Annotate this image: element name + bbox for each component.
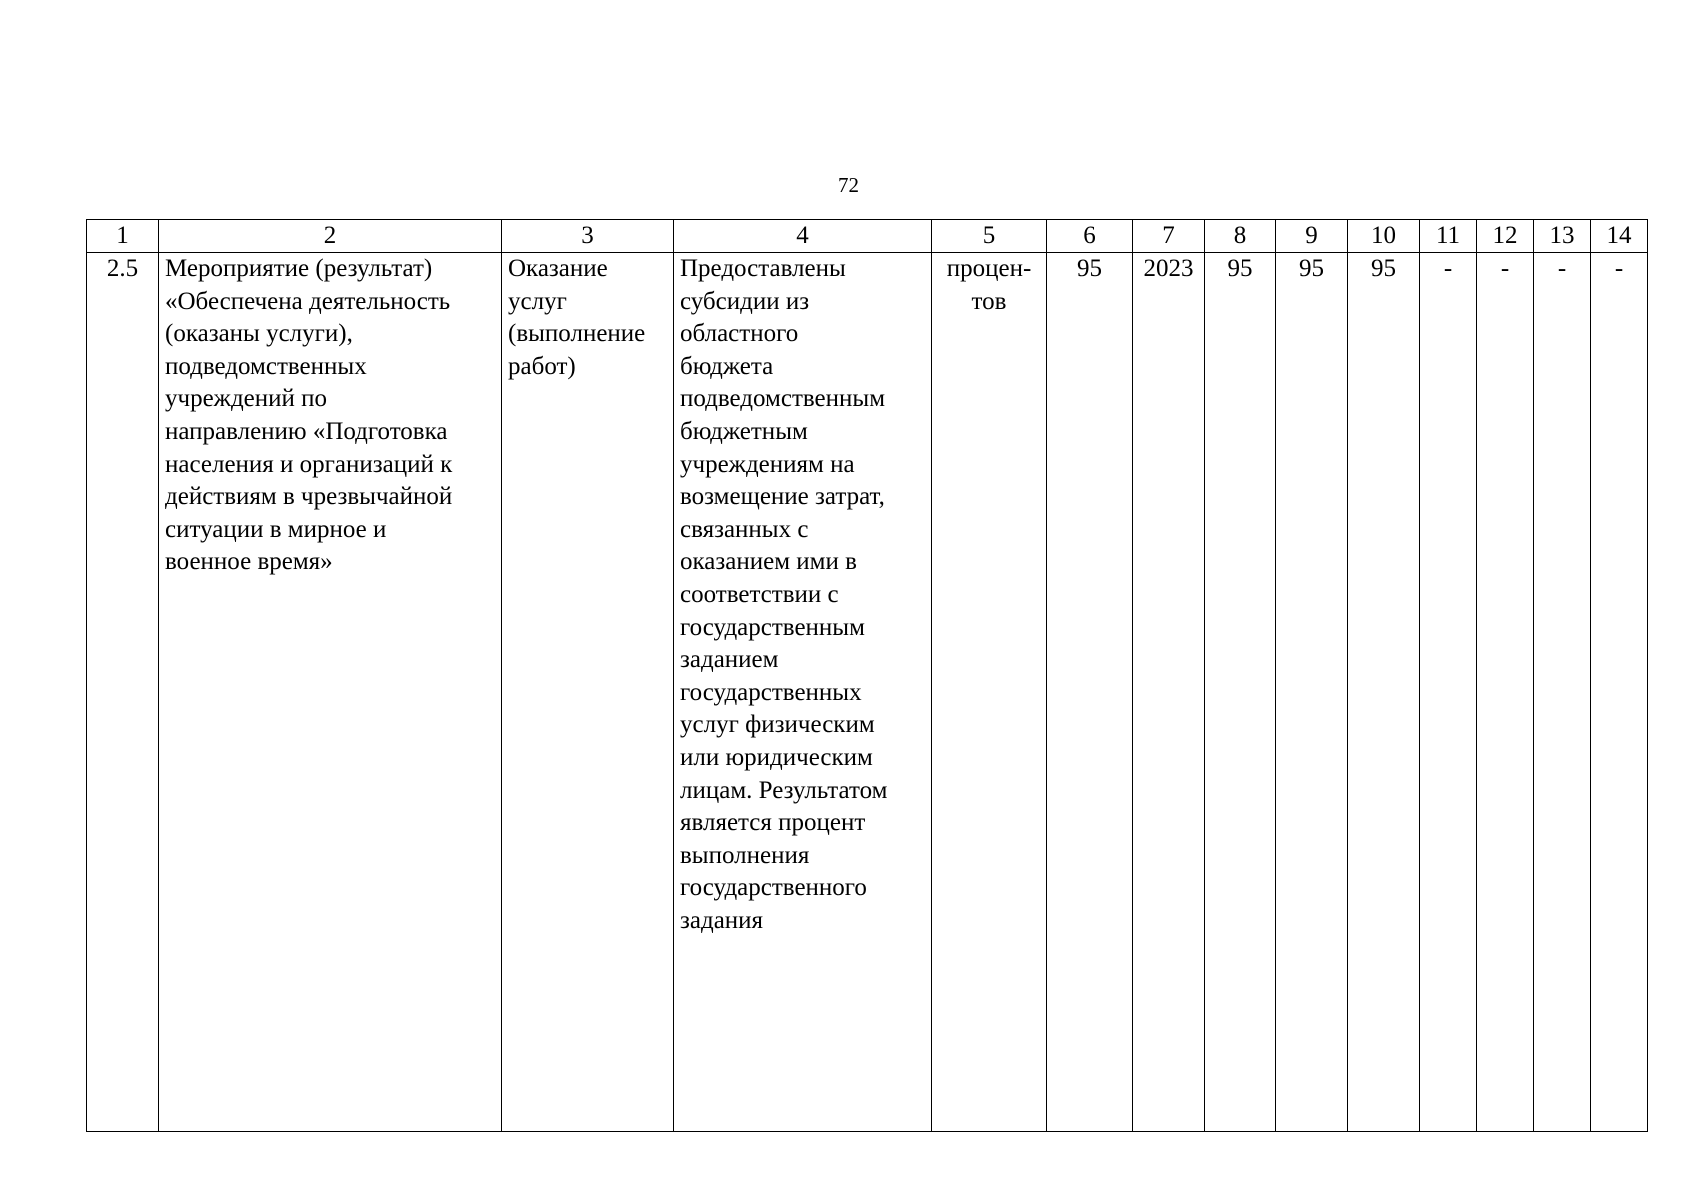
header-row bbox=[87, 220, 1648, 253]
event-type-cell: Оказание услуг (выполнение работ) bbox=[502, 253, 674, 1132]
row-number-cell: 2.5 bbox=[87, 253, 159, 1132]
header-cell-9: 9 bbox=[1276, 220, 1348, 253]
value-cell-11: - bbox=[1420, 253, 1477, 1132]
header-cell-13: 13 bbox=[1534, 220, 1591, 253]
base-value-cell: 95 bbox=[1047, 253, 1133, 1132]
header-cell-4: 4 bbox=[674, 220, 932, 253]
header-cell-11: 11 bbox=[1420, 220, 1477, 253]
value-cell-10: 95 bbox=[1348, 253, 1420, 1132]
header-cell-10: 10 bbox=[1348, 220, 1420, 253]
header-cell-2: 2 bbox=[159, 220, 502, 253]
header-cell-6: 6 bbox=[1047, 220, 1133, 253]
value-cell-8: 95 bbox=[1205, 253, 1276, 1132]
header-cell-8: 8 bbox=[1205, 220, 1276, 253]
indicators-table bbox=[86, 219, 1648, 1132]
base-year-cell: 2023 bbox=[1133, 253, 1205, 1132]
header-cell-3: 3 bbox=[502, 220, 674, 253]
header-cell-7: 7 bbox=[1133, 220, 1205, 253]
event-name-cell: Мероприятие (результат) «Обеспечена деятельность (оказаны услуги), подведомственных учреждений по направлению «Подготовка населения и организаций к действиям в чрезвычайной ситуации в мирное и военное время» bbox=[159, 253, 502, 1132]
header-cell-5: 5 bbox=[932, 220, 1047, 253]
page-number: 72 bbox=[838, 173, 859, 197]
event-description-cell: Предоставлены субсидии из областного бюджета подведомственным бюджетным учреждениям на возмещение затрат, связанных с оказанием ими в соответствии с государственным заданием государственных услуг физическим или юридическим лицам. Результатом является процент выполнения государственного задания bbox=[674, 253, 932, 1132]
value-cell-12: - bbox=[1477, 253, 1534, 1132]
value-cell-14: - bbox=[1591, 253, 1648, 1132]
value-cell-13: - bbox=[1534, 253, 1591, 1132]
header-cell-14: 14 bbox=[1591, 220, 1648, 253]
unit-cell: процен- тов bbox=[932, 253, 1047, 1132]
header-cell-1: 1 bbox=[87, 220, 159, 253]
table-row bbox=[87, 253, 1648, 1132]
header-cell-12: 12 bbox=[1477, 220, 1534, 253]
value-cell-9: 95 bbox=[1276, 253, 1348, 1132]
